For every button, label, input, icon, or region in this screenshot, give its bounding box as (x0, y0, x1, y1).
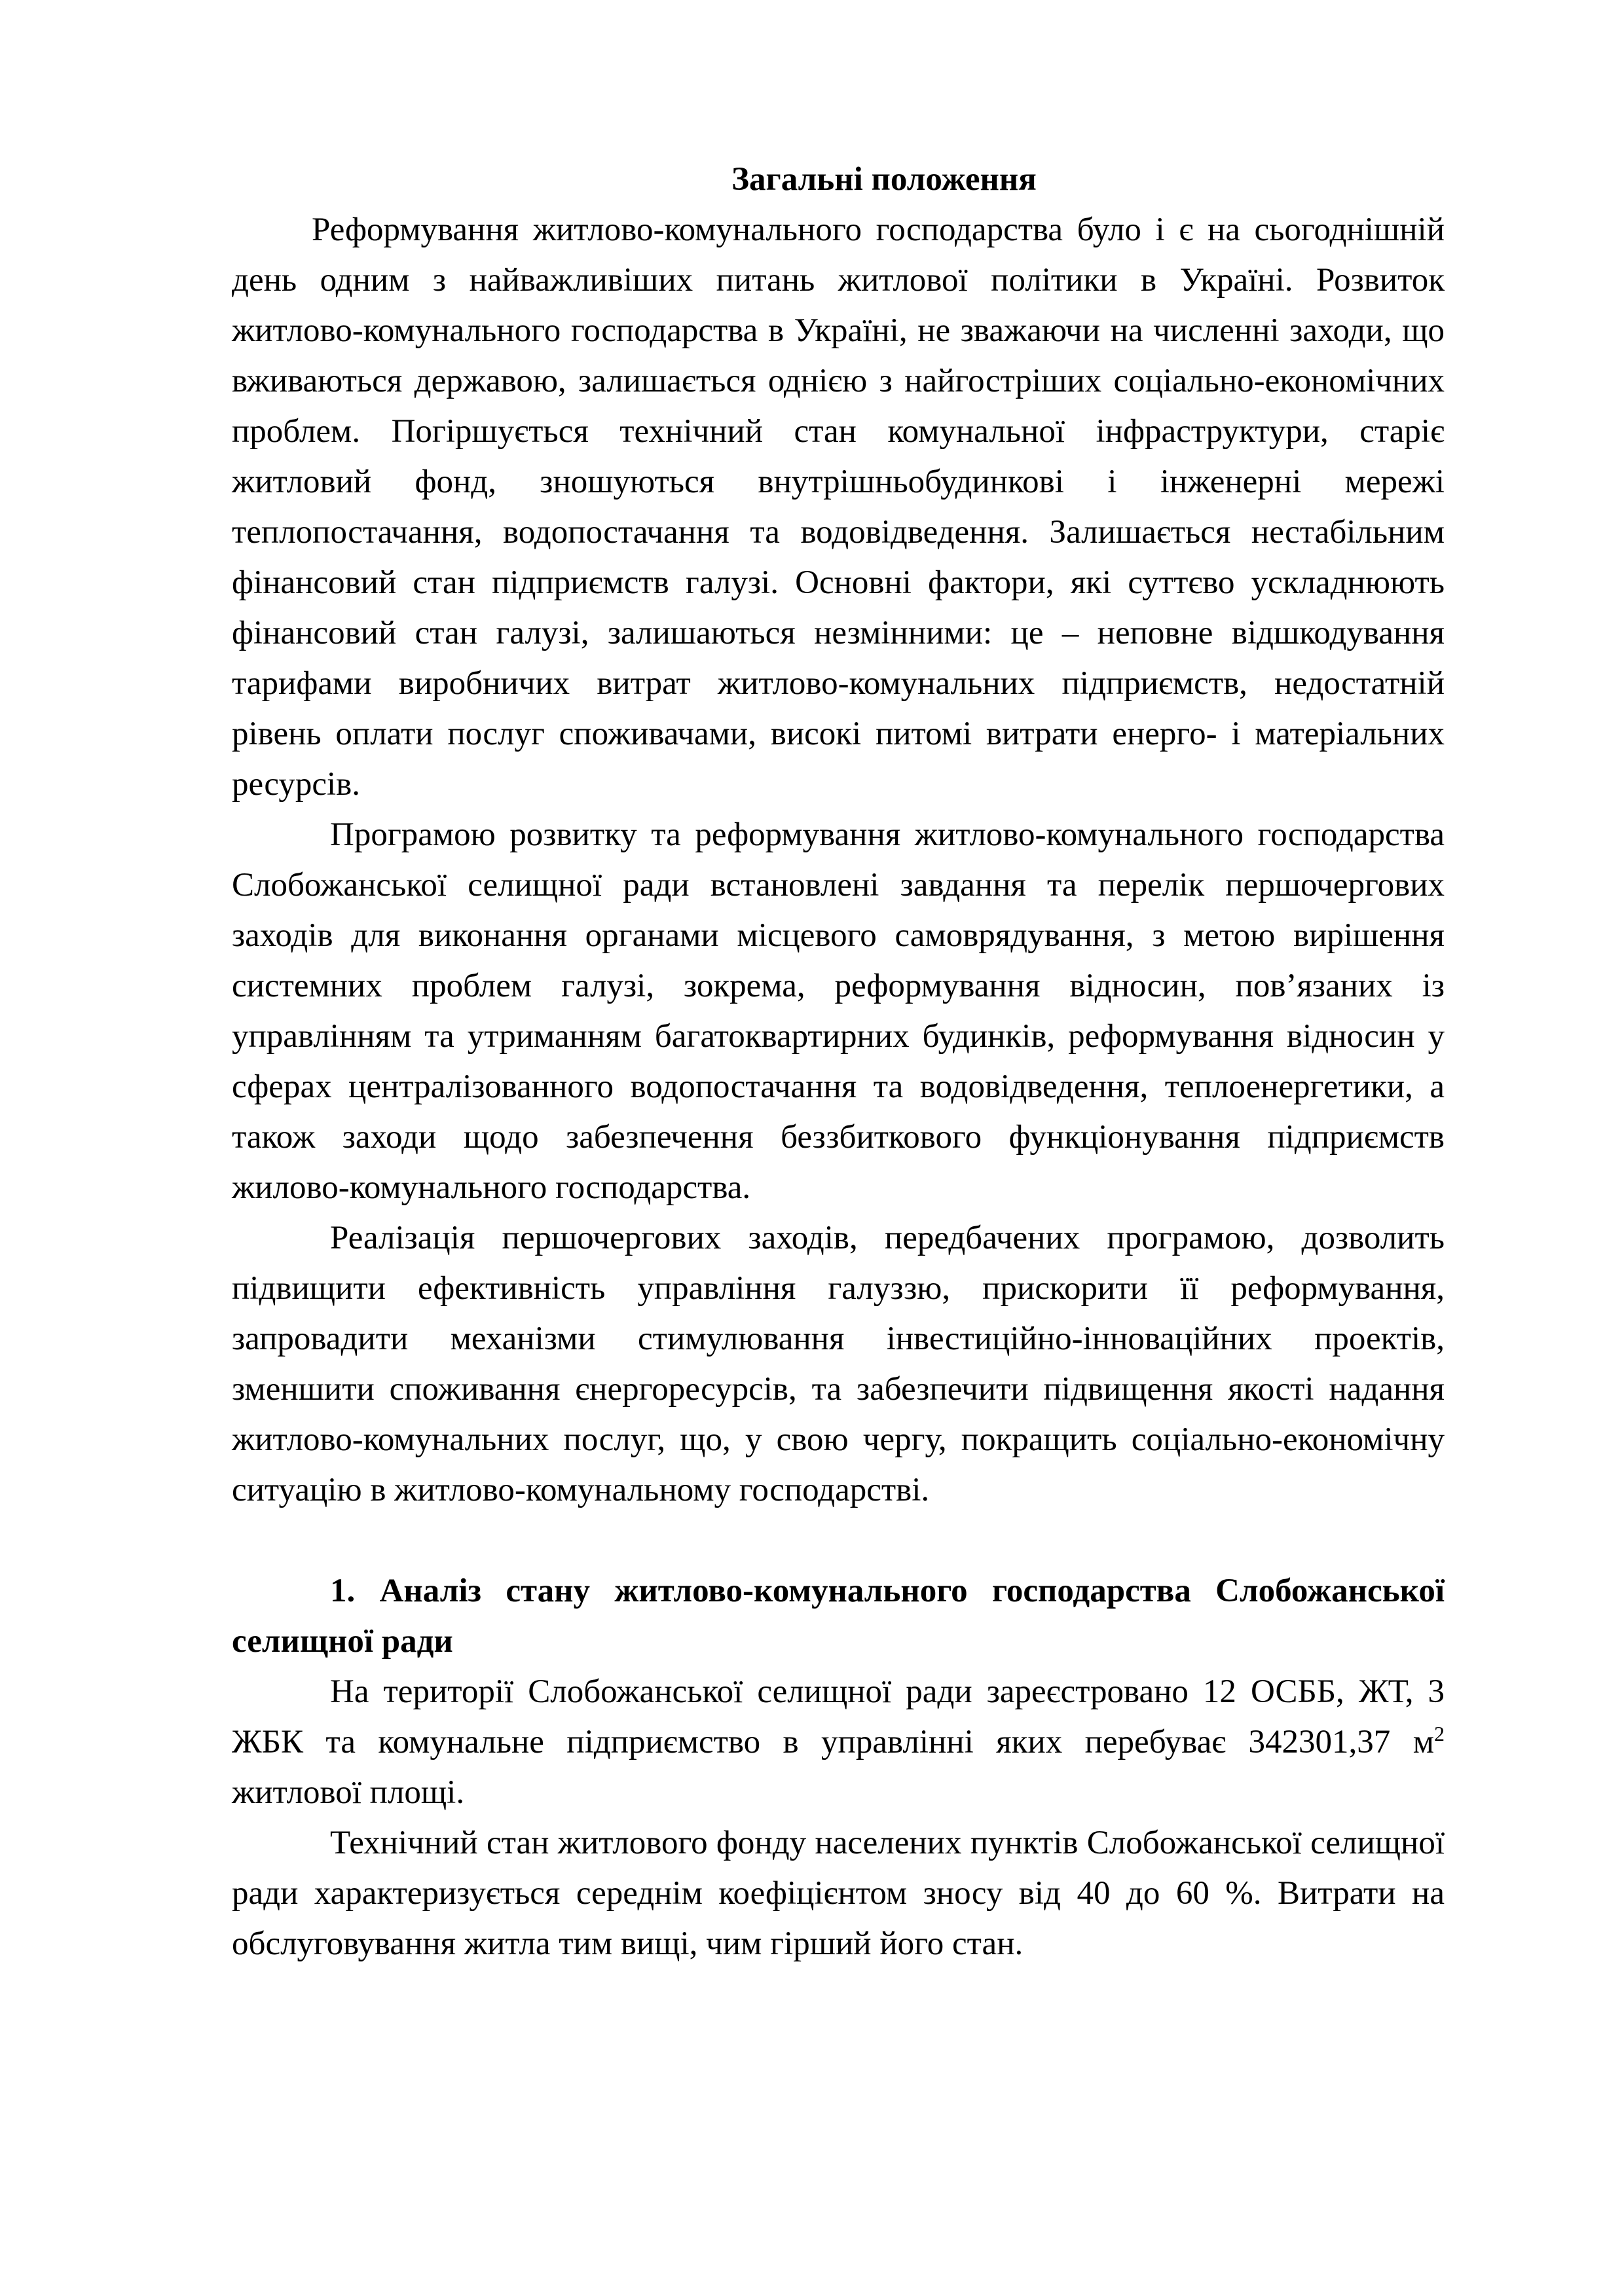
territory-text: На території Слобожанської селищної ради зареєстровано 12 ОСББ, ЖТ, 3 ЖБК та комунальне підприємство в управлінні яких перебуває 342301,37 м (232, 1673, 1445, 1760)
square-meter-exponent: 2 (1434, 1722, 1445, 1745)
paragraph-reform-overview: Реформування житлово-комунального господарства було і є на сьогоднішній день одним з найважливіших питань житлової політики в Україні. Розвиток житлово-комунального господарства в Україні, не зважаючи на численні заходи, що вживаються державою, залишається однією з найгостріших соціально-економічних проблем. Погіршується технічний стан комунальної інфраструктури, старіє житловий фонд, зношуються внутрішньобудинкові і інженерні мережі теплопостачання, водопостачання та водовідведення. Залишається нестабільним фінансовий стан підприємств галузі. Основні фактори, які суттєво ускладнюють фінансовий стан галузі, залишаються незмінними: це – неповне відшкодування тарифами виробничих витрат житлово-комунальних підприємств, недостатній рівень оплати послуг споживачами, високі питомі витрати енерго- і матеріальних ресурсів. (232, 211, 1445, 803)
section-1-heading: 1. Аналіз стану житлово-комунального господарства Слобожанської селищної ради (232, 1573, 1445, 1660)
general-provisions-heading: Загальні положення (731, 161, 1037, 198)
territory-text-end: житлової площі. (232, 1774, 465, 1811)
paragraph-territory-registry (232, 1667, 1445, 1818)
paragraph-implementation-effects: Реалізація першочергових заходів, передбачених програмою, дозволить підвищити ефективність управління галуззю, прискорити її реформування, запровадити механізми стимулювання інвестиційно-інноваційних проектів, зменшити споживання єнергоресурсів, та забезпечити підвищення якості надання житлово-комунальних послуг, що, у свою чергу, покращить соціально-економічну ситуацію в житлово-комунальному господарстві. (232, 1220, 1445, 1508)
document-page (232, 155, 1445, 1969)
paragraph-program-tasks: Програмою розвитку та реформування житлово-комунального господарства Слобожанської селищної ради встановлені завдання та перелік першочергових заходів для виконання органами місцевого самоврядування, з метою вирішення системних проблем галузі, зокрема, реформування відносин, пов’язаних із управлінням та утриманням багатоквартирних будинків, реформування відносин у сферах централізованного водопостачання та водовідведення, теплоенергетики, а також заходи щодо забезпечення беззбиткового функціонування підприємств жилово-комунального господарства. (232, 816, 1445, 1206)
paragraph-technical-condition: Технічний стан житлового фонду населених пунктів Слобожанської селищної ради характеризується середнім коефіцієнтом зносу від 40 до 60 %. Витрати на обслуговування житла тим вищі, чим гірший його стан. (232, 1825, 1445, 1962)
